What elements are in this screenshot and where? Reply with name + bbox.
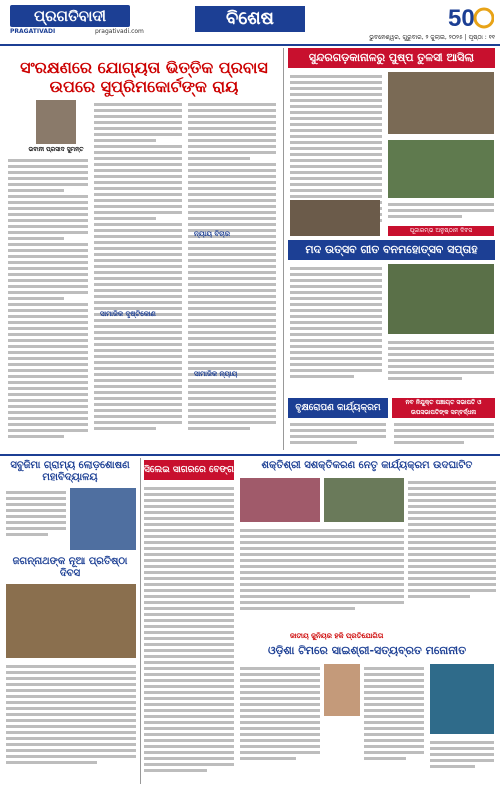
column-divider xyxy=(283,48,284,450)
right-mid-text-2 xyxy=(388,338,494,390)
section-divider xyxy=(0,454,500,456)
bottom-left-text xyxy=(6,488,66,550)
right-mid-text xyxy=(290,264,382,394)
main-subhead-2: ନ୍ୟାୟ ବିଚାର xyxy=(194,230,231,238)
main-column-2 xyxy=(94,100,182,444)
sports-player-photo-1 xyxy=(324,664,360,716)
bottom-divider-1 xyxy=(140,458,141,784)
author-name: ଭବାନୀ ପ୍ରସାଦ ସୁମନ୍ତ xyxy=(28,146,84,153)
bottom-left-headline: ସବୁଜିମା ଗ୍ରାମ୍ୟ ଲୋଡ଼ଶୋଷଣ ମହାବିଦ୍ୟାଳୟ xyxy=(10,460,130,483)
right-mid-photo xyxy=(388,264,494,334)
sports-text-3 xyxy=(430,738,494,782)
sports-text-1 xyxy=(240,664,320,782)
anniversary-logo-icon xyxy=(444,2,494,32)
bottom-left-photo xyxy=(70,488,136,550)
author-photo xyxy=(36,100,76,144)
bottom-right-text-1 xyxy=(408,478,496,618)
notice-text xyxy=(394,420,494,450)
dateline: ଭୁବନେଶ୍ୱର, ଗୁରୁବାର, ୨ ଜୁଲାଇ, ୨୦୨୫ | ପୃଷ୍ଠା : ୧୧ xyxy=(369,34,495,41)
right-top-photo-3 xyxy=(290,200,380,236)
anniversary-number: 50 xyxy=(448,5,475,32)
bottom-right-photo-1 xyxy=(240,478,320,522)
website: pragativadi.com xyxy=(95,28,144,35)
sports-text-2 xyxy=(364,664,424,782)
bottom-right-headline: ଶକ୍ତିଶ୍ରୀ ସଶକ୍ତିକରଣ ନେତୃ କାର୍ଯ୍ୟକ୍ରମ ଉଦଘାଟିତ xyxy=(261,460,473,471)
logo-subtitle: PRAGATIVADI xyxy=(10,28,56,35)
bottom-left-photo-2 xyxy=(6,584,136,658)
right-top-headline: ସୁନ୍ଦରଗଡ଼କାନାଳରୁ ପୁଷ୍ପ ତୁଳସୀ ଆସିଲା xyxy=(288,48,495,68)
right-top-caption-1: ପୂଜାରମ୍ଭ ଅନୁଷ୍ଠାନ ଦିବସ xyxy=(388,226,494,236)
main-subhead-3: ସାମାଜିକ ନ୍ୟାୟ xyxy=(194,370,238,378)
main-column-3 xyxy=(188,100,276,444)
bottom-right-text-2 xyxy=(240,526,404,628)
sports-subhead: ଜାତୀୟ ଜୁନିୟର ହକି ପ୍ରତିଯୋଗିତା xyxy=(290,632,384,640)
right-mid-headline: ମଦ ଉତ୍ସବ ଗୀତ ବନମହୋତ୍ସବ ସପ୍ତାହ xyxy=(288,240,495,260)
bottom-right-photo-2 xyxy=(324,478,404,522)
tree-headline: ବୃକ୍ଷରୋପଣ କାର୍ଯ୍ୟକ୍ରମ xyxy=(288,398,388,418)
right-top-photo-1 xyxy=(388,72,494,134)
main-column-1 xyxy=(8,156,88,444)
newspaper-logo: ପ୍ରଗତିବାଦୀ xyxy=(10,5,130,27)
bottom-left-headline-2: ଜଗନ୍ନାଥଙ୍କ ନୂଆ ପ୍ରତିଷ୍ଠା ଦିବସ xyxy=(12,556,128,579)
masthead xyxy=(0,0,500,46)
sports-headline: ଓଡ଼ିଶା ଟିମରେ ସାଇଶ୍ରୀ-ସତ୍ୟବ୍ରତ ମନୋନୀତ xyxy=(267,644,467,657)
notice-headline: ନବ ନିଯୁକ୍ତ ପଞ୍ଚାୟତ ସଭାପତି ଓ ଉପସଭାପତିଙ୍କ ସମ୍ବର୍ଦ୍ଧନା xyxy=(392,398,495,418)
bottom-mid-headline: ସିଲେଇ ସାଗରରେ ବେଙ୍ଗ xyxy=(144,460,234,480)
right-top-text-2 xyxy=(388,200,494,224)
main-subhead-1: ସାମାଜିକ ଦୃଷ୍ଟିକୋଣ xyxy=(100,310,156,318)
sports-player-photo-2 xyxy=(430,664,494,734)
section-title: ବିଶେଷ xyxy=(195,6,305,32)
bottom-left-text-2 xyxy=(6,662,136,782)
main-headline: ସଂରକ୍ଷଣରେ ଯୋଗ୍ୟତା ଭିତ୍ତିକ ପ୍ରବାସ ଉପରେ ସୁପ୍ରିମକୋର୍ଟଙ୍କ ରାୟ xyxy=(20,58,268,96)
bottom-mid-text xyxy=(144,484,234,780)
right-top-photo-2 xyxy=(388,140,494,198)
tree-text xyxy=(290,420,386,450)
